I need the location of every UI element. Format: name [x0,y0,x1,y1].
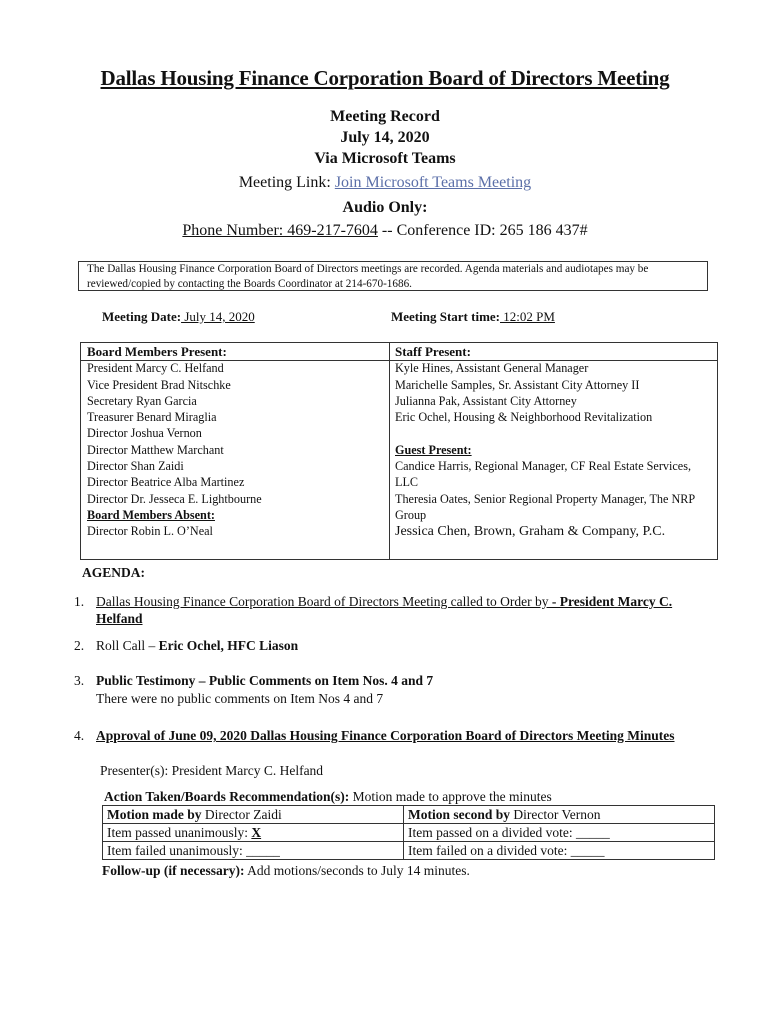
vote-table-container [102,805,715,860]
staff-present-header: Staff Present: [395,344,471,359]
meeting-platform-heading: Via Microsoft Teams [314,150,456,167]
meeting-record-heading: Meeting Record [330,108,440,125]
staff-member: Marichelle Samples, Sr. Assistant City Attorney II [395,377,640,392]
vote-table [102,805,715,860]
guest-member: Candice Harris, Regional Manager, CF Real Estate Services, LLC [395,459,691,490]
agenda-label: AGENDA: [82,565,145,580]
meeting-link-label: Meeting Link: [238,174,335,191]
passed-unanimous-label: Item passed unanimously: [107,824,252,840]
meeting-start-field [391,309,555,325]
motion-made-cell [103,806,404,824]
agenda-item-public-testimony: Public Testimony – Public Comments on Item Nos. 4 and 7 [96,673,434,688]
board-member: Director Joshua Vernon [87,426,202,441]
passed-unanimous-mark: X [251,824,262,840]
agenda-item-presenter-line: Presenter(s): President Marcy C. Helfand [100,763,324,778]
motion-made-label: Motion made by [107,806,202,822]
attendance-column-divider [389,343,390,559]
board-member: President Marcy C. Helfand [87,361,224,376]
meeting-date-label: Meeting Date: [102,309,182,324]
staff-member: Kyle Hines, Assistant General Manager [395,361,589,376]
audio-only-heading: Audio Only: [342,199,428,216]
board-member: Secretary Ryan Garcia [87,393,197,408]
board-member: Vice President Brad Nitschke [87,377,231,392]
motion-made-value: Director Zaidi [201,806,282,822]
agenda-item-approval-minutes: Approval of June 09, 2020 Dallas Housing Finance Corporation Board of Directors Meeting Minutes [96,728,675,743]
agenda-item-roll-call [96,637,298,654]
guest-member: Jessica Chen, Brown, Graham & Company, P.C. [395,524,666,540]
action-taken-value: Motion made to approve the minutes [349,789,552,804]
failed-unanimous-cell: Item failed unanimously: _____ [103,842,404,860]
meeting-start-value: 12:02 PM [500,309,555,324]
staff-member: Eric Ochel, Housing & Neighborhood Revitalization [395,410,653,425]
staff-column [395,344,713,541]
conference-id: -- Conference ID: 265 186 437# [377,222,588,239]
agenda-item-text: Dallas Housing Finance Corporation Board of Directors Meeting called to Order by [96,594,549,609]
guest-member: Theresia Oates, Senior Regional Property Manager, The NRP Group [395,491,695,522]
follow-up-line [102,862,470,879]
board-members-column [87,344,383,540]
motion-second-value: Director Vernon [510,806,601,822]
follow-up-label: Follow-up (if necessary): [102,863,245,878]
agenda-item-call-to-order [96,593,696,627]
join-teams-link[interactable]: Join Microsoft Teams Meeting [334,174,532,191]
recording-notice: The Dallas Housing Finance Corporation Board of Directors meetings are recorded. Agenda materials and audiotapes may be reviewed/copied by contacting the Boards Coordinator at 214-670-1686. [78,261,708,291]
agenda-item-number: 1. [74,594,85,609]
agenda-item-number: 4. [74,728,85,743]
phone-line [0,222,770,240]
meeting-start-label: Meeting Start time: [391,309,501,324]
attendance-table [80,342,718,560]
agenda-item-number: 3. [74,673,85,688]
passed-divided-cell: Item passed on a divided vote: _____ [404,824,715,842]
motion-second-label: Motion second by [408,806,511,822]
agenda-item-text: Roll Call – [96,638,159,653]
board-member: Treasurer Benard Miraglia [87,410,217,425]
table-row [103,842,715,860]
meeting-date-field [102,309,255,325]
table-row [103,824,715,842]
action-taken-line [104,788,552,805]
page-title: Dallas Housing Finance Corporation Board of Directors Meeting [100,66,670,90]
table-row [103,806,715,824]
agenda-item-note: There were no public comments on Item Nos 4 and 7 [96,691,384,706]
board-member: Director Dr. Jesseca E. Lightbourne [87,491,262,506]
phone-number: Phone Number: 469-217-7604 [182,222,378,239]
meeting-date-heading: July 14, 2020 [340,129,430,146]
meeting-date-value: July 14, 2020 [181,309,255,324]
board-member: Director Beatrice Alba Martinez [87,475,245,490]
action-taken-label: Action Taken/Boards Recommendation(s): [104,789,350,804]
board-absent-header: Board Members Absent: [87,507,215,522]
agenda-item-presenter: - President Marcy C. Helfand [96,594,673,626]
agenda-item-number: 2. [74,638,85,653]
board-member: Director Matthew Marchant [87,442,224,457]
passed-unanimous-cell [103,824,404,842]
meeting-link-line [0,174,770,192]
failed-divided-cell: Item failed on a divided vote: _____ [404,842,715,860]
follow-up-value: Add motions/seconds to July 14 minutes. [244,863,470,878]
board-present-header: Board Members Present: [87,344,227,359]
board-member: Director Shan Zaidi [87,459,184,474]
motion-second-cell [404,806,715,824]
guest-present-header: Guest Present: [395,442,472,457]
staff-member: Julianna Pak, Assistant City Attorney [395,393,577,408]
absent-member: Director Robin L. O’Neal [87,524,213,539]
agenda-item-presenter: Eric Ochel, HFC Liason [158,638,299,653]
